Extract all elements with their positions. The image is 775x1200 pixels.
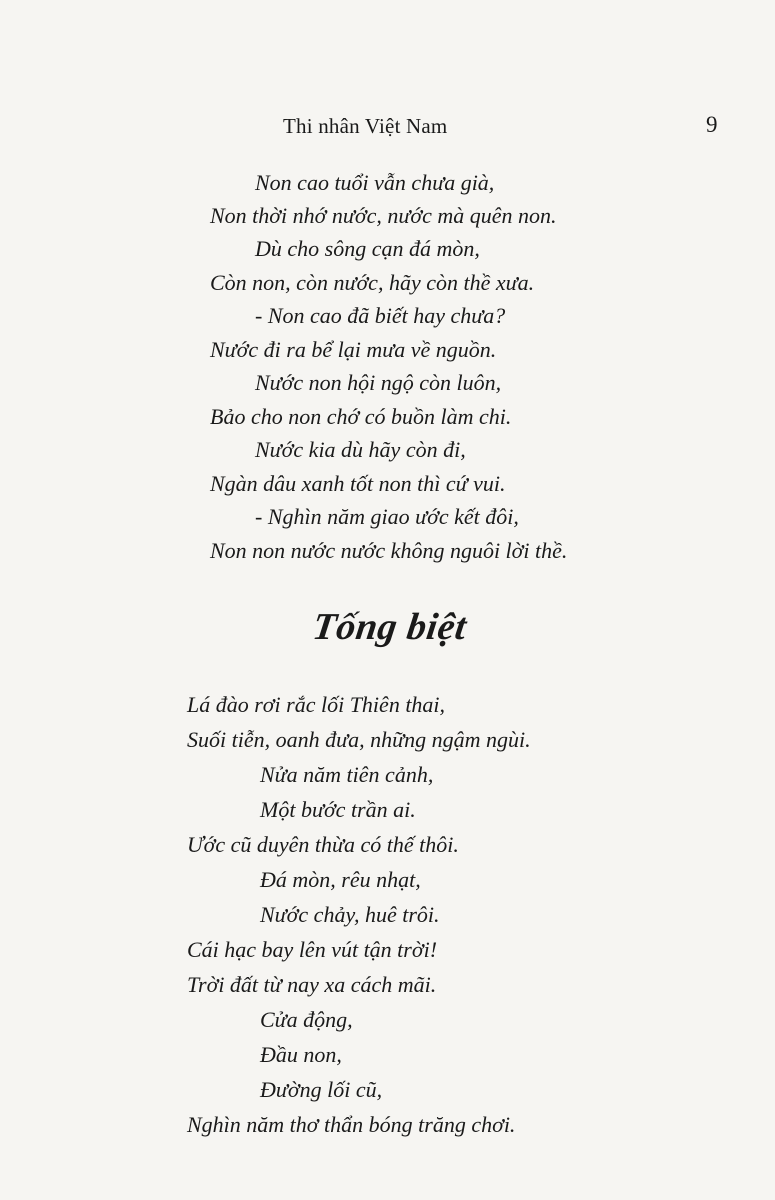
poem-line: Nghìn năm thơ thẩn bóng trăng chơi.	[187, 1112, 516, 1137]
poem-title: Tống biệt	[310, 606, 470, 648]
running-title: Thi nhân Việt Nam	[283, 114, 448, 138]
poem-line: Nước non hội ngộ còn luôn,	[255, 370, 502, 395]
poem-line: Đầu non,	[260, 1042, 342, 1067]
page-number: 9	[706, 112, 718, 137]
poem-line: Trời đất từ nay xa cách mãi.	[187, 972, 437, 997]
poem-line: Ước cũ duyên thừa có thế thôi.	[187, 832, 459, 857]
page-header	[0, 114, 775, 144]
poem-line: Cái hạc bay lên vút tận trời!	[187, 937, 438, 962]
poem-line: Cửa động,	[260, 1007, 353, 1032]
poem-line: Còn non, còn nước, hãy còn thề xưa.	[210, 270, 535, 295]
poem-line: Nước đi ra bể lại mưa về nguồn.	[210, 337, 497, 362]
poem-line: Non non nước nước không nguôi lời thề.	[210, 538, 568, 563]
poem-line: - Non cao đã biết hay chưa?	[255, 303, 506, 328]
poem-line: Ngàn dâu xanh tốt non thì cứ vui.	[210, 471, 506, 496]
poem-line: Nước kia dù hãy còn đi,	[255, 437, 466, 462]
poem-line: Dù cho sông cạn đá mòn,	[255, 236, 480, 261]
poem-line: Non thời nhớ nước, nước mà quên non.	[210, 203, 557, 228]
poem-line: Nước chảy, huê trôi.	[260, 902, 440, 927]
poem-line: Một bước trần ai.	[260, 797, 416, 822]
poem-line: Đường lối cũ,	[260, 1077, 383, 1102]
poem-line: Bảo cho non chớ có buồn làm chi.	[210, 404, 512, 429]
poem-line: Non cao tuổi vẫn chưa già,	[255, 170, 495, 195]
poem-line: - Nghìn năm giao ước kết đôi,	[255, 504, 519, 529]
poem-line: Đá mòn, rêu nhạt,	[260, 867, 421, 892]
poem-line: Nửa năm tiên cảnh,	[260, 762, 434, 787]
poem-line: Suối tiễn, oanh đưa, những ngậm ngùi.	[187, 727, 531, 752]
poem-line: Lá đào rơi rắc lối Thiên thai,	[187, 692, 446, 717]
